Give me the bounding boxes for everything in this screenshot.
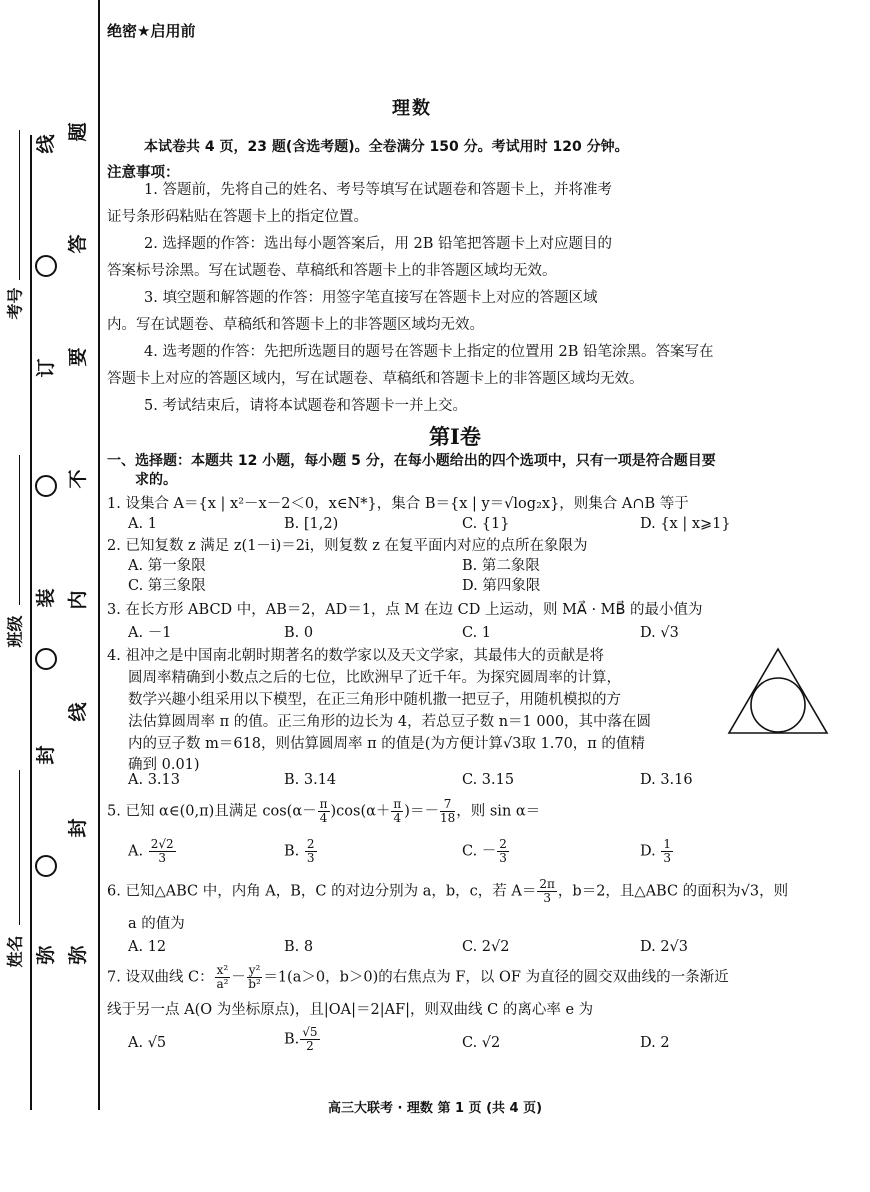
note-line: 1. 答题前，先将自己的姓名、考号等填写在试题卷和答题卡上，并将准考: [144, 182, 612, 198]
q2-option-a: A. 第一象限: [128, 558, 206, 574]
q4-option-d: D. 3.16: [640, 772, 693, 788]
q7-option-b: B. $\frac{√5}{2}$: [284, 1025, 318, 1053]
confidential-label: 绝密★启用前: [107, 22, 196, 40]
question-7-stem: 7. 设双曲线 C： $\frac{\text{x²}}{\text{a²}}$ － $\frac{\text{y²}}{\text{b²}}$ ＝1(a＞0，b＞0)的右焦点为 F，以 OF 为直径的圆交双曲线的一条渐近: [107, 963, 729, 991]
page-title: 理数: [392, 98, 432, 119]
q5-option-d: D. $\frac{1}{3}$: [640, 837, 671, 865]
q2-option-d: D. 第四象限: [462, 578, 541, 594]
section-heading: 一、选择题：本题共 12 小题，每小题 5 分，在每小题给出的四个选项中，只有一项是符合题目要: [107, 453, 716, 469]
note-line: 4. 选考题的作答：先把所选题目的题号在答题卡上指定的位置用 2B 铅笔涂黑。答案写在: [144, 344, 714, 360]
q4-option-b: B. 3.14: [284, 772, 337, 788]
q3-option-c: C. 1: [462, 625, 492, 641]
binding-char: 内: [67, 590, 89, 610]
binding-circle: [35, 255, 57, 277]
question-4-line: 法估算圆周率 π 的值。正三角形的边长为 4，若总豆子数 n＝1 000，其中落在圆: [128, 714, 652, 730]
q4-option-a: A. 3.13: [128, 772, 180, 788]
binding-circle: [35, 648, 57, 670]
note-line: 内。写在试题卷、草稿纸和答题卡上的非答题区域均无效。: [107, 317, 484, 333]
q4-option-c: C. 3.15: [462, 772, 515, 788]
question-4-line: 圆周率精确到小数点之后的七位，比欧洲早了近千年。为探究圆周率的计算，: [128, 670, 621, 686]
q3-option-a: A. －1: [128, 625, 172, 641]
q5-option-a: A. $\frac{2√2}{3}$: [128, 837, 174, 865]
binding-char: 装: [35, 588, 57, 608]
q5-option-b: B. $\frac{2}{3}$: [284, 837, 315, 865]
outer-binding-line: [30, 135, 32, 1110]
binding-char: 题: [67, 122, 89, 142]
name-blank[interactable]: [19, 770, 20, 925]
q1-option-b: B. [1,2): [284, 516, 339, 532]
q6-option-a: A. 12: [128, 939, 167, 955]
exam-number-label: 考号: [5, 287, 25, 320]
q5-option-c: C. － $\frac{2}{3}$: [462, 837, 507, 865]
question-4-line: 内的豆子数 m＝618，则估算圆周率 π 的值是(为方便计算√3取 1.70，π 的值精: [128, 736, 645, 752]
binding-char: 封: [35, 745, 57, 765]
q7-option-d: D. 2: [640, 1035, 670, 1051]
question-2-stem: 2. 已知复数 z 满足 z(1－i)＝2i，则复数 z 在复平面内对应的点所在象限为: [107, 538, 588, 554]
binding-char: 答: [67, 234, 89, 254]
binding-char: 线: [35, 134, 57, 154]
q1-option-a: A. 1: [128, 516, 157, 532]
note-line: 2. 选择题的作答：选出每小题答案后，用 2B 铅笔把答题卡上对应题目的: [144, 236, 613, 252]
question-6-stem: 6. 已知△ABC 中，内角 A，B，C 的对边分别为 a，b，c，若 A＝ $\frac{2\pi}{3}$ ，b＝2，且△ABC 的面积为√3，则: [107, 877, 789, 905]
inner-binding-line: [98, 0, 100, 1110]
binding-circle: [35, 475, 57, 497]
name-label: 姓名: [5, 935, 25, 968]
notes-heading: 注意事项：: [107, 165, 180, 181]
binding-char: 弥: [67, 945, 89, 965]
question-3-stem: 3. 在长方形 ABCD 中，AB＝2，AD＝1，点 M 在边 CD 上运动，则 MA⃗ · MB⃗ 的最小值为: [107, 602, 703, 618]
binding-char: 要: [67, 347, 89, 367]
volume-heading: 第Ⅰ卷: [429, 424, 481, 449]
q1-option-d: D. {x | x⩾1}: [640, 516, 731, 532]
exam-number-blank[interactable]: [19, 130, 20, 280]
class-label: 班级: [5, 615, 25, 648]
note-line: 答题卡上对应的答题区域内，写在试题卷、草稿纸和答题卡上的非答题区域均无效。: [107, 371, 644, 387]
triangle-circle-figure: [727, 647, 829, 735]
section-heading-cont: 求的。: [135, 472, 177, 488]
binding-char: 线: [67, 702, 89, 722]
binding-circle: [35, 855, 57, 877]
note-line: 3. 填空题和解答题的作答：用签字笔直接写在答题卡上对应的答题区域: [144, 290, 598, 306]
class-blank[interactable]: [19, 455, 20, 605]
q1-option-c: C. {1}: [462, 516, 510, 532]
question-5-stem: 5. 已知 α∈(0,π)且满足 cos(α－ $\frac{\pi}{4}$ )cos(α＋ $\frac{\pi}{4}$ )＝－ $\frac{7}{18}$ ，则 sin α＝: [107, 797, 541, 825]
q2-option-c: C. 第三象限: [128, 578, 206, 594]
question-4-line: 4. 祖冲之是中国南北朝时期著名的数学家以及天文学家，其最伟大的贡献是将: [107, 648, 604, 664]
question-4-line: 确到 0.01): [128, 757, 200, 773]
question-6-line2: a 的值为: [128, 916, 185, 932]
note-line: 答案标号涂黑。写在试题卷、草稿纸和答题卡上的非答题区域均无效。: [107, 263, 557, 279]
note-line: 5. 考试结束后，请将本试题卷和答题卡一并上交。: [144, 398, 467, 414]
q7-option-c: C. √2: [462, 1035, 501, 1051]
page-footer: 高三大联考 · 理数 第 1 页 (共 4 页): [327, 1101, 543, 1116]
note-line: 证号条形码粘贴在答题卡上的指定位置。: [107, 209, 368, 225]
q6-option-b: B. 8: [284, 939, 314, 955]
q6-option-c: C. 2√2: [462, 939, 510, 955]
binding-char: 订: [35, 358, 57, 378]
q3-option-d: D. √3: [640, 625, 679, 641]
binding-char: 弥: [35, 945, 57, 965]
question-7-line2: 线于另一点 A(O 为坐标原点)，且|OA|＝2|AF|，则双曲线 C 的离心率 e 为: [107, 1002, 594, 1018]
q7-option-a: A. √5: [128, 1035, 167, 1051]
question-4-line: 数学兴趣小组采用以下模型，在正三角形中随机撒一把豆子，用随机模拟的方: [128, 692, 621, 708]
binding-char: 封: [67, 818, 89, 838]
q2-option-b: B. 第二象限: [462, 558, 540, 574]
exam-info: 本试卷共 4 页，23 题(含选考题)。全卷满分 150 分。考试用时 120 分钟。: [144, 139, 629, 155]
q6-option-d: D. 2√3: [640, 939, 689, 955]
binding-char: 不: [67, 469, 89, 489]
q3-option-b: B. 0: [284, 625, 314, 641]
question-1-stem: 1. 设集合 A＝{x | x²－x－2＜0，x∈N*}，集合 B＝{x | y＝√log₂x}，则集合 A∩B 等于: [107, 496, 689, 512]
